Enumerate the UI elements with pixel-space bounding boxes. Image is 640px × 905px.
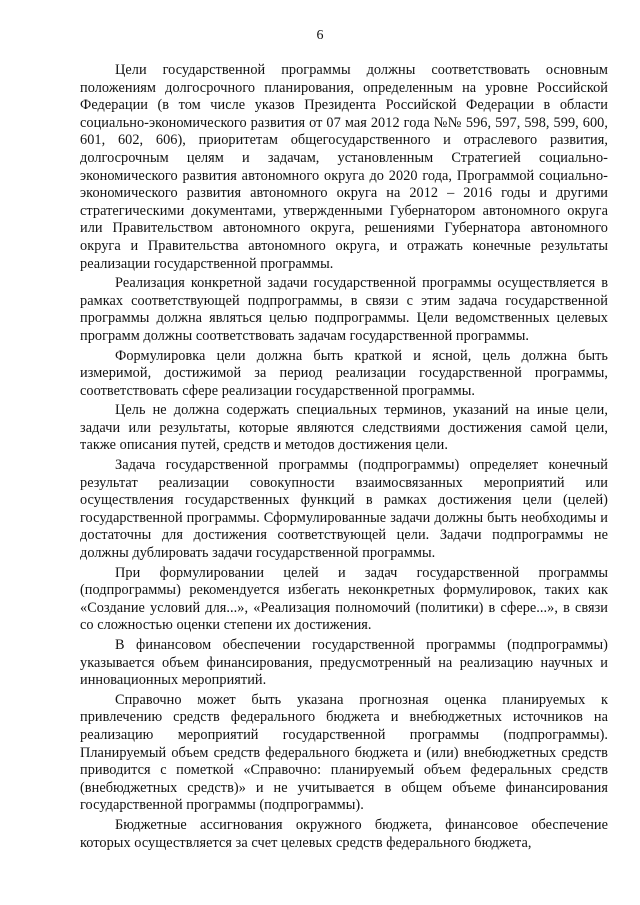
paragraph-goal-wording: Формулировка цели должна быть краткой и ясной, цель должна быть измеримой, достижимой за период реализации государственной программы, соответствовать сфере реализации государственной программы. (80, 347, 608, 399)
paragraph-goal-restrictions: Цель не должна содержать специальных терминов, указаний на иные цели, задачи или результаты, которые являются следствиями достижения самой цели, также описания путей, средств и методов достижения цели. (80, 402, 608, 454)
page-number: 6 (316, 28, 324, 43)
paragraph-goals-alignment: Цели государственной программы должны соответствовать основным положениям долгосрочного планирования, определенным на уровне Российской Федерации (в том числе указов Президента Российской Федерации в области социально-экономического развития от 07 мая 2012 года №№ 596, 597, 598, 599, 600, 601, 602, 606), приоритетам общегосударственного и отраслевого развития, долгосрочным целям и задачам, установленным Стратегией социально-экономического развития автономного округа до 2020 года, Программой социально-экономического развития автономного округа на 2012 – 2016 годы и другими стратегическими документами, утвержденными Губернатором автономного округа или Правительством автономного округа, решениями Губернатора автономного округа и Правительства автономного округа, и отражать конечные результаты реализации государственной программы. (80, 62, 608, 272)
paragraph-budget-allocations: Бюджетные ассигнования окружного бюджета, финансовое обеспечение которых осуществляется за счет целевых средств федерального бюджета, (80, 816, 608, 851)
document-body (80, 62, 608, 854)
paragraph-financial-support: В финансовом обеспечении государственной программы (подпрограммы) указывается объем финансирования, предусмотренный на реализацию научных и инновационных мероприятий. (80, 637, 608, 689)
paragraph-reference-estimate: Справочно может быть указана прогнозная оценка планируемых к привлечению средств федерального бюджета и внебюджетных источников на реализацию мероприятий государственной программы (подпрограммы). Планируемый объем средств федерального бюджета и (или) внебюджетных средств приводится с пометкой «Справочно: планируемый объем федеральных средств (внебюджетных средств)» и не учитывается в общем объеме финансирования государственной программы (подпрограммы). (80, 691, 608, 814)
paragraph-task-implementation: Реализация конкретной задачи государственной программы осуществляется в рамках соответствующей подпрограммы, в связи с этим задача государственной программы должна являться целью подпрограммы. Цели ведомственных целевых программ должны соответствовать задачам государственной программы. (80, 275, 608, 344)
paragraph-task-definition: Задача государственной программы (подпрограммы) определяет конечный результат реализации совокупности взаимосвязанных мероприятий или осуществления государственных функций в рамках достижения цели (целей) государственной программы. Сформулированные задачи должны быть необходимы и достаточны для достижения соответствующей цели. Задачи подпрограммы не должны дублировать задачи государственной программы. (80, 457, 608, 562)
paragraph-formulation-advice: При формулировании целей и задач государственной программы (подпрограммы) рекомендуется избегать неконкретных формулировок, таких как «Создание условий для...», «Реализация полномочий (политики) в сфере...», в связи со сложностью оценки степени их достижения. (80, 564, 608, 634)
